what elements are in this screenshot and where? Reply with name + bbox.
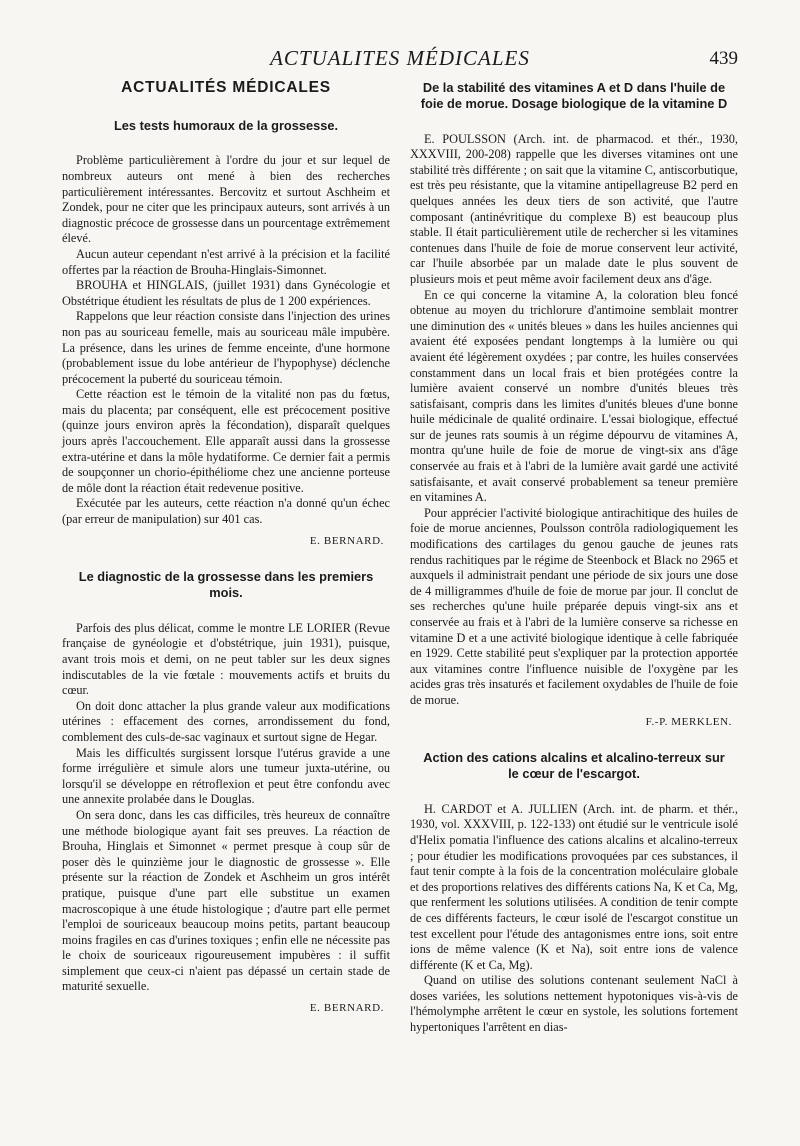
running-title: ACTUALITES MÉDICALES — [270, 46, 530, 70]
article-title-diagnostic: Le diagnostic de la grossesse dans les premiers mois. — [78, 569, 374, 601]
signature: F.-P. MERKLEN. — [645, 715, 732, 728]
paragraph: Aucun auteur cependant n'est arrivé à la précision et la facilité offertes par la réaction de Brouha-Hinglais-Simonnet. — [62, 246, 390, 277]
left-column — [62, 80, 390, 1017]
paragraph: Mais les difficultés surgissent lorsque l'utérus gravide a une forme irrégulière et simule alors une tumeur juxta-utérine, ou lorsqu'il se développe en rétroflexion et peut être confondu avec une annexite prolabée dans le Douglas. — [62, 745, 390, 807]
paragraph: On doit donc attacher la plus grande valeur aux modifications utérines : effacement des cornes, arrondissement du fond, comblement des culs-de-sac vaginaux et surtout signe de Hegar. — [62, 698, 390, 744]
article-title-vitamines: De la stabilité des vitamines A et D dans l'huile de foie de morue. Dosage biologique de la vitamine D — [420, 80, 728, 111]
paragraph: E. POULSSON (Arch. int. de pharmacod. et thér., 1930, XXXVIII, 200-208) rappelle que les diverses vitamines ont une stabilité très différente ; on sait que la vitamine C, antiscorbutique, est très peu résistante, que la vitamine antipellagreuse B2 perd en quelques années les deux tiers de son activité, que l'autre composant (antinévritique du complexe B) est beaucoup plus stable. Il était particulièrement utile de rechercher si les vitamines contenues dans l'huile de foie de morue conservent leur activité, car l'huile absorbée par un malade date le plus souvent de plusieurs mois et peut même avoir facilement deux ans d'âge. — [410, 131, 738, 286]
paragraph: Quand on utilise des solutions contenant seulement NaCl à doses variées, les solutions nettement hypotoniques vis-à-vis de l'hémolymphe arrêtent le cœur en systole, les solutions fortement hypertoniques l'arrêtent en dias- — [410, 973, 738, 1035]
paragraph: Rappelons que leur réaction consiste dans l'injection des urines non pas au souriceau femelle, mais au souriceau mâle impubère. La présence, dans les urines de femme enceinte, d'une hormone (probablement issue du lobe antérieur de l'hypophyse) déclenche précocement la puberté du souriceau témoin. — [62, 309, 390, 386]
article-title-cations: Action des cations alcalins et alcalino-terreux sur le cœur de l'escargot. — [423, 750, 725, 781]
paragraph: On sera donc, dans les cas difficiles, très heureux de connaître une méthode biologique ayant fait ses preuves. La réaction de Brouha, Hinglais et Simonnet « permet presque à coup sûr de poser dès le quinzième jour le diagnostic de grossesse ». Elle présente sur la réaction de Zondek et Aschheim un gros intérêt pratique, puisque d'une part elle substitue un examen macroscopique à une étude histologique ; d'autre part elle permet l'emploi de souriceaux beaucoup moins petits, partant beaucoup moins fragiles en cas d'urines toxiques ; enfin elle ne nécessite pas le choix de souriceaux rigoureusement impubères : il suffit simplement que ceux-ci n'aient pas dépassé un certain stade de maturité sexuelle. — [62, 807, 390, 994]
paragraph: Cette réaction est le témoin de la vitalité non pas du fœtus, mais du placenta; par conséquent, elle est précocement positive (quinze jours environ après la fécondation), disparaît quelques jours après l'accouchement. Elle apparaît aussi dans la grossesse extra-utérine et dans la môle hydatiforme. Ce dernier fait a permis de soupçonner un chorio-épithéliome chez une ancienne porteuse de môle dont la réaction était redevenue positive. — [62, 387, 390, 495]
paragraph: Exécutée par les auteurs, cette réaction n'a donné qu'un échec (par erreur de manipulation) sur 401 cas. — [62, 496, 390, 527]
section-title: ACTUALITÉS MÉDICALES — [121, 79, 331, 96]
paragraph: H. CARDOT et A. JULLIEN (Arch. int. de pharm. et thér., 1930, vol. XXXVIII, p. 122-133) ont étudié sur le ventricule isolé d'Helix pomatia l'influence des cations alcalins et alcalino-terreux ; pour étudier les modifications provoquées par ces substances, il faut tenir compte à la fois de la concentration moléculaire globale et des proportions relatives des différents cations Na, K et Ca, Mg, que renferment les solutions utilisées. A condition de tenir compte de ces différents facteurs, le cœur isolé de l'escargot constitue un test excellent pour l'étude des antagonismes entre ions, soit entre ions de même valence (K et Na), soit entre ions de valence différente (K et Ca, Mg). — [410, 801, 738, 972]
signature: E. BERNARD. — [309, 534, 384, 547]
paragraph: Pour apprécier l'activité biologique antirachitique des huiles de foie de morue anciennes, Poulsson contrôla radiologiquement les modifications des cartilages du genou gauche de jeunes rats rendus rachitiques par le régime de Steenbock et Black no 2965 et auxquels il administrait pendant une période de six jours une dose de 4 milligrammes d'huile de foie de morue par jour. Il conclut de ses recherches qu'une huile préparée depuis vingt-six ans et conservée au frais et à l'abri de la lumière conserve sa richesse en vitamine D et a une activité biologique identique à celle fabriquée en 1929. Cette stabilité peut s'expliquer par la protection apportée aux vitamines contre l'influence nuisible de l'oxygène par les acides gras très insaturés et facilement oxydables de l'huile de foie de morue. — [410, 505, 738, 707]
paragraph: BROUHA et HINGLAIS, (juillet 1931) dans Gynécologie et Obstétrique étudient les résultats de plus de 1 200 expériences. — [62, 278, 390, 308]
signature: E. BERNARD. — [309, 1002, 384, 1015]
running-head — [0, 40, 800, 80]
article-title-tests-humoraux: Les tests humoraux de la grossesse. — [113, 117, 339, 133]
right-column — [410, 80, 738, 1036]
paragraph: Parfois des plus délicat, comme le montre LE LORIER (Revue française de gynéologie et d'obstétrique, juin 1931), puisque, avant trois mois et demi, on ne peut tabler sur les deux signes indiscutables de la vie fœtale : mouvements actifs et bruits du cœur. — [62, 620, 390, 698]
paragraph: En ce qui concerne la vitamine A, la coloration bleu foncé obtenue au moyen du trichlorure d'antimoine semblait montrer une diminution des « unités bleues » dans les huiles anciennes qui avaient été exposées pendant longtemps à la lumière ou qui avaient été légèrement oxydées ; par contre, les huiles conservées constamment dans un local frais et bien protégées contre la lumière avaient conservé un nombre d'unités bleues très satisfaisant, compris dans les limites d'unités bleues d'une bonne huile médicinale de qualité ordinaire. L'essai biologique, effectué sur de jeunes rats soumis à un régime dépourvu de vitamines A, montra qu'une huile de foie de morue de vingt-six ans d'âge conservée au frais et à l'abri de la lumière avait gardé une activité satisfaisante, et avait conservé probablement sa teneur première en vitamines A. — [410, 287, 738, 505]
paragraph: Problème particulièrement à l'ordre du jour et sur lequel de nombreux auteurs ont mené à bien des recherches particulièrement intéressantes. Bercovitz et surtout Aschheim et Zondek, pour ne citer que les principaux auteurs, sont arrivés à un diagnostic précoce de grossesse dans un pourcentage extrêmement élevé. — [62, 153, 390, 246]
page-number: 439 — [709, 48, 738, 69]
